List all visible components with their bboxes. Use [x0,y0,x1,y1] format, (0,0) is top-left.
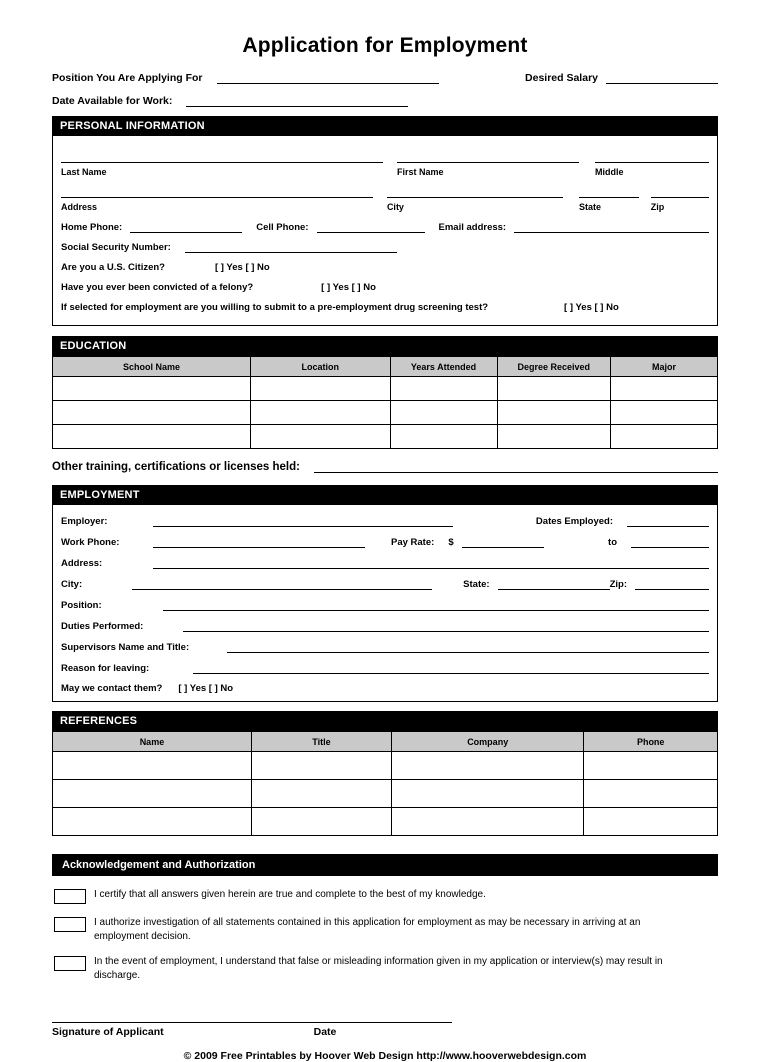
other-training-label: Other training, certifications or licenses held: [52,461,300,473]
employment-section [52,505,718,702]
acknowledgement-item [54,888,712,904]
duties-input[interactable] [183,620,709,632]
signature-line[interactable] [52,1012,452,1023]
employer-label: Employer: [61,516,108,527]
references-col-name: Name [53,732,252,752]
position-held-label: Position: [61,600,102,611]
education-cell[interactable] [53,377,251,401]
date-available-label: Date Available for Work: [52,95,173,107]
citizen-checkboxes[interactable]: [ ] Yes [ ] No [215,262,270,273]
other-training-input[interactable] [314,461,718,473]
employer-address-input[interactable] [153,557,709,569]
education-cell[interactable] [390,425,497,449]
section-header-education: EDUCATION [52,336,718,356]
ssn-label: Social Security Number: [61,242,171,253]
footer-copyright: © 2009 Free Printables by Hoover Web Design http://www.hooverwebdesign.com [183,1050,587,1062]
education-header-row [53,357,718,377]
work-phone-input[interactable] [153,536,365,548]
references-col-phone: Phone [584,732,718,752]
education-col-years: Years Attended [390,357,497,377]
education-cell[interactable] [497,425,610,449]
pay-to-label: to [608,537,617,548]
pay-currency-symbol: $ [448,537,454,548]
education-cell[interactable] [53,401,251,425]
acknowledgement-text: In the event of employment, I understand that false or misleading information given in my application or interview(s) may result in discharge. [94,956,663,981]
education-col-location: Location [251,357,391,377]
reference-cell[interactable] [251,752,391,780]
last-name-label: Last Name [61,167,107,177]
section-header-personal: PERSONAL INFORMATION [52,116,718,136]
cell-phone-input[interactable] [317,221,425,233]
supervisor-input[interactable] [227,641,709,653]
position-label: Position You Are Applying For [52,72,203,84]
reference-cell[interactable] [53,780,252,808]
pay-to-input[interactable] [631,536,709,548]
pay-rate-label: Pay Rate: [391,537,435,548]
first-name-input[interactable] [397,150,579,163]
employer-state-label: State: [463,579,490,590]
pay-rate-input[interactable] [462,536,544,548]
authorize-checkbox[interactable] [54,917,86,932]
state-label: State [579,202,602,212]
section-header-acknowledgement: Acknowledgement and Authorization [52,854,718,876]
signature-area [52,1012,718,1038]
reference-cell[interactable] [584,808,718,836]
education-cell[interactable] [610,377,717,401]
education-cell[interactable] [53,425,251,449]
section-header-references: REFERENCES [52,711,718,731]
education-table [52,356,718,449]
acknowledgement-text: I certify that all answers given herein are true and complete to the best of my knowledge. [94,889,486,900]
position-held-input[interactable] [163,599,709,611]
email-input[interactable] [514,221,709,233]
employer-state-input[interactable] [498,578,610,590]
first-name-label: First Name [397,167,444,177]
table-row [53,425,718,449]
may-contact-label: May we contact them? [61,683,163,694]
drug-test-checkboxes[interactable]: [ ] Yes [ ] No [564,302,619,313]
education-cell[interactable] [390,401,497,425]
drug-test-label: If selected for employment are you willing to submit to a pre-employment drug screening test? [61,302,489,313]
table-row [53,752,718,780]
reference-cell[interactable] [392,752,584,780]
dates-employed-label: Dates Employed: [535,516,613,527]
reference-cell[interactable] [251,780,391,808]
education-col-major: Major [610,357,717,377]
reason-leaving-label: Reason for leaving: [61,663,150,674]
personal-information-section [52,136,718,326]
education-cell[interactable] [251,425,391,449]
employer-input[interactable] [153,515,453,527]
felony-checkboxes[interactable]: [ ] Yes [ ] No [321,282,376,293]
reference-cell[interactable] [53,808,252,836]
employer-city-input[interactable] [132,578,432,590]
education-cell[interactable] [497,377,610,401]
acknowledgement-item [54,916,712,943]
may-contact-checkboxes[interactable]: [ ] Yes [ ] No [178,683,234,694]
date-available-row [52,95,718,107]
references-table [52,731,718,836]
cell-phone-label: Cell Phone: [256,222,309,233]
duties-label: Duties Performed: [61,621,144,632]
education-cell[interactable] [610,425,717,449]
position-salary-row [52,72,718,84]
address-label: Address [61,202,98,212]
citizen-label: Are you a U.S. Citizen? [61,262,165,273]
work-phone-label: Work Phone: [61,537,120,548]
last-name-input[interactable] [61,150,383,163]
reference-cell[interactable] [392,780,584,808]
table-row [53,780,718,808]
references-col-title: Title [251,732,391,752]
middle-name-label: Middle [595,167,624,177]
state-input[interactable] [579,185,639,198]
table-row [53,401,718,425]
zip-label: Zip [650,202,665,212]
reason-leaving-input[interactable] [193,662,709,674]
signature-date-label: Date [313,1026,337,1038]
education-col-degree: Degree Received [497,357,610,377]
discharge-checkbox[interactable] [54,956,86,971]
ssn-input[interactable] [185,241,397,253]
reference-cell[interactable] [53,752,252,780]
employer-zip-label: Zip: [609,579,627,590]
home-phone-label: Home Phone: [61,222,123,233]
education-col-school: School Name [53,357,251,377]
email-label: Email address: [438,222,507,233]
acknowledgement-text: I authorize investigation of all statements contained in this application for employment as may be necessary in arriving at an employment decision. [94,917,641,942]
date-available-input[interactable] [186,95,408,107]
position-input[interactable] [217,72,439,84]
desired-salary-label: Desired Salary [525,72,598,84]
employer-zip-input[interactable] [635,578,709,590]
education-cell[interactable] [390,377,497,401]
education-cell[interactable] [251,401,391,425]
zip-input[interactable] [651,185,709,198]
employer-address-label: Address: [61,558,103,569]
employer-city-label: City: [61,579,83,590]
references-header-row [53,732,718,752]
dates-employed-input[interactable] [627,515,709,527]
felony-label: Have you ever been convicted of a felony? [61,282,254,293]
reference-cell[interactable] [392,808,584,836]
home-phone-input[interactable] [130,221,242,233]
other-training-row [52,461,718,473]
city-label: City [386,202,404,212]
education-cell[interactable] [251,377,391,401]
city-input[interactable] [387,185,564,198]
middle-name-input[interactable] [595,150,709,163]
supervisor-label: Supervisors Name and Title: [61,642,190,653]
reference-cell[interactable] [251,808,391,836]
table-row [53,377,718,401]
section-header-employment: EMPLOYMENT [52,485,718,505]
education-cell[interactable] [610,401,717,425]
signature-label: Signature of Applicant [52,1026,164,1038]
acknowledgement-item [54,955,712,982]
certify-checkbox[interactable] [54,889,86,904]
desired-salary-input[interactable] [606,72,718,84]
address-input[interactable] [61,185,373,198]
page-title: Application for Employment [242,34,528,57]
references-col-company: Company [392,732,584,752]
reference-cell[interactable] [584,752,718,780]
table-row [53,808,718,836]
reference-cell[interactable] [584,780,718,808]
education-cell[interactable] [497,401,610,425]
